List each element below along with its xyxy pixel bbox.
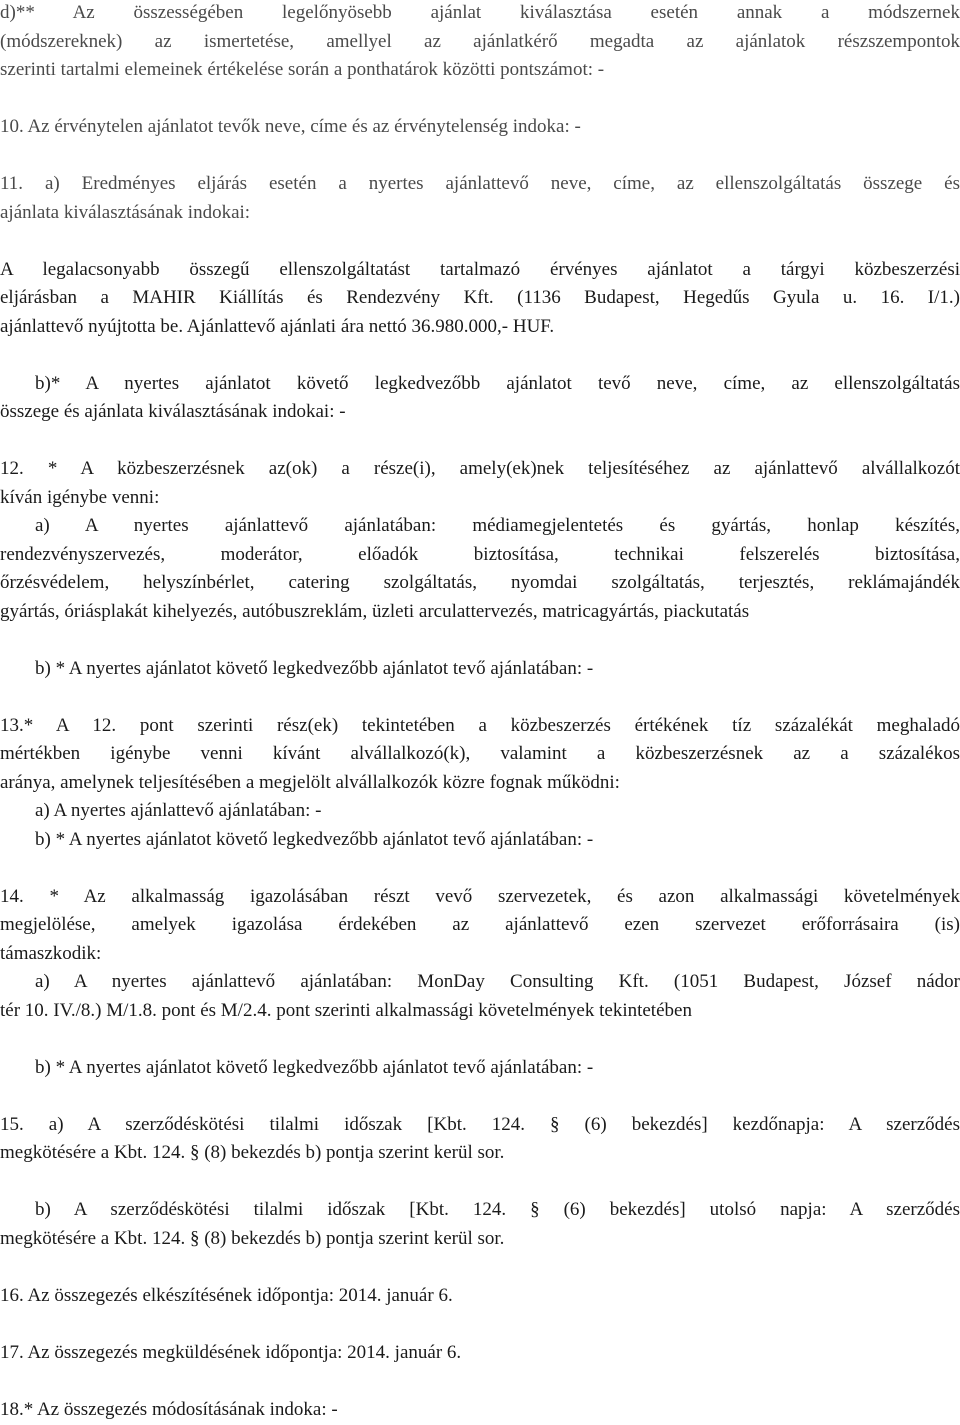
text-line-p13b: b) * A nyertes ajánlatot követő legkedvezőbb ajánlatot tevő ajánlatában: - [35,829,594,850]
text-line-p12b: b) * A nyertes ajánlatot követő legkedvezőbb ajánlatot tevő ajánlatában: - [35,658,594,679]
text-line-p11b-1: b)* A nyertes ajánlatot követő legkedvezőbb ajánlatot tevő neve, címe, az ellenszolgáltatás [35,373,960,394]
text-line-p12a-2: rendezvényszervezés, moderátor, előadók biztosítása, technikai felszerelés biztosítása, [0,544,960,565]
text-line-p13-2: mértékben igénybe venni kívánt alvállalkozó(k), valamint a közbeszerzésnek az a százalékos [0,743,960,764]
text-line-d-2: (módszereknek) az ismertetése, amellyel az ajánlatkérő megadta az ajánlatok részszempontok [0,31,960,52]
text-line-p16: 16. Az összegezés elkészítésének időpontja: 2014. január 6. [0,1285,453,1306]
text-line-p14a-1: a) A nyertes ajánlattevő ajánlatában: MonDay Consulting Kft. (1051 Budapest, József nádor [35,971,960,992]
text-line-p14-3: támaszkodik: [0,943,102,964]
text-line-p17: 17. Az összegezés megküldésének időpontja: 2014. január 6. [0,1342,462,1363]
text-line-p14-1: 14. * Az alkalmasság igazolásában részt vevő szervezetek, és azon alkalmassági követelmények [0,886,960,907]
text-line-p12a-4: gyártás, óriásplakát kihelyezés, autóbuszreklám, üzleti arculattervezés, matricagyártás, piackutatás [0,601,750,622]
text-line-d-1: d)** Az összességében legelőnyösebb ajánlat kiválasztása esetén annak a módszernek [0,2,960,23]
text-line-p15a-1: 15. a) A szerződéskötési tilalmi időszak [Kbt. 124. § (6) bekezdés] kezdőnapja: A szerződés [0,1114,960,1135]
text-line-p11a-1: 11. a) Eredményes eljárás esetén a nyertes ajánlattevő neve, címe, az ellenszolgáltatás összege és [0,173,960,194]
text-line-p11t-2: eljárásban a MAHIR Kiállítás és Rendezvény Kft. (1136 Budapest, Hegedűs Gyula u. 16. I/1.) [0,287,960,308]
text-line-d-3: szerinti tartalmi elemeinek értékelése során a ponthatárok közötti pontszámot: - [0,59,605,80]
text-line-p10: 10. Az érvénytelen ajánlatot tevők neve, címe és az érvénytelenség indoka: - [0,116,581,137]
text-line-p14b: b) * A nyertes ajánlatot követő legkedvezőbb ajánlatot tevő ajánlatában: - [35,1057,594,1078]
text-line-p14a-2: tér 10. IV./8.) M/1.8. pont és M/2.4. pont szerinti alkalmassági követelmények tekintetében [0,1000,692,1021]
text-line-p13-1: 13.* A 12. pont szerinti rész(ek) tekintetében a közbeszerzés értékének tíz százalékát meghaladó [0,715,960,736]
text-line-p11t-1: A legalacsonyabb összegű ellenszolgáltatást tartalmazó érvényes ajánlatot a tárgyi közbeszerzési [0,259,960,280]
text-line-p18: 18.* Az összegezés módosításának indoka: - [0,1399,338,1420]
text-line-p12-2: kíván igénybe venni: [0,487,160,508]
text-line-p15b-1: b) A szerződéskötési tilalmi időszak [Kbt. 124. § (6) bekezdés] utolsó napja: A szerződés [35,1199,960,1220]
text-line-p11a-2: ajánlata kiválasztásának indokai: [0,202,251,223]
text-line-p12a-1: a) A nyertes ajánlattevő ajánlatában: médiamegjelentetés és gyártás, honlap készítés, [35,515,960,536]
text-line-p12-1: 12. * A közbeszerzésnek az(ok) a része(i), amely(ek)nek teljesítéséhez az ajánlattevő alvállalkozót [0,458,960,479]
text-line-p15a-2: megkötésére a Kbt. 124. § (8) bekezdés b) pontja szerint kerül sor. [0,1142,505,1163]
text-line-p14-2: megjelölése, amelyek igazolása érdekében az ajánlattevő ezen szervezet erőforrásaira (is) [0,914,960,935]
text-line-p11b-2: összege és ajánlata kiválasztásának indokai: - [0,401,346,422]
text-line-p13-3: aránya, amelynek teljesítésében a megjelölt alvállalkozók közre fognak működni: [0,772,620,793]
text-line-p11t-3: ajánlattevő nyújtotta be. Ajánlattevő ajánlati ára nettó 36.980.000,- HUF. [0,316,555,337]
text-line-p12a-3: őrzésvédelem, helyszínbérlet, catering szolgáltatás, nyomdai szolgáltatás, terjesztés, reklámajándék [0,572,960,593]
text-line-p15b-2: megkötésére a Kbt. 124. § (8) bekezdés b) pontja szerint kerül sor. [0,1228,505,1249]
text-line-p13a: a) A nyertes ajánlattevő ajánlatában: - [35,800,322,821]
